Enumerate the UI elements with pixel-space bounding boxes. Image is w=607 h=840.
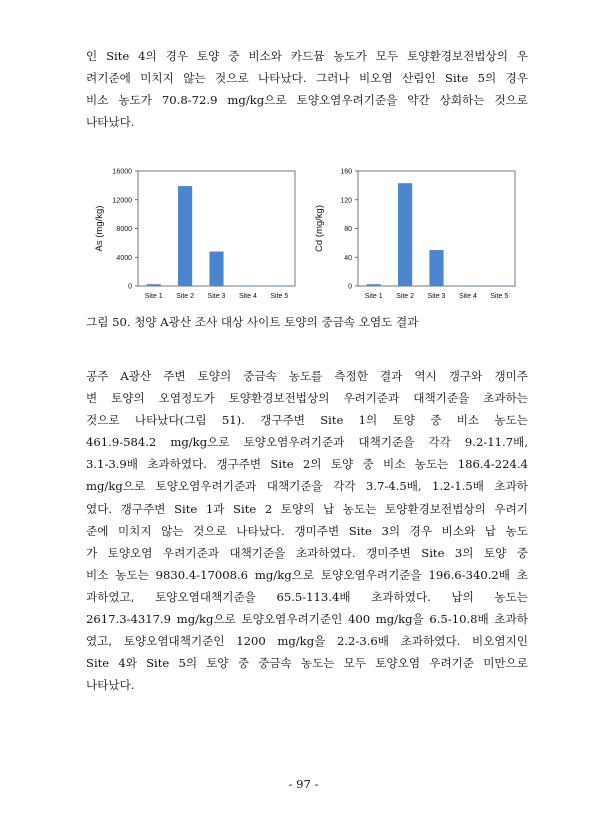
text-line: 공주 A광산 주변 토양의 중금속 농도를 측정한 결과 역시 갱구와 갱미주 [86, 369, 528, 383]
bar [241, 286, 255, 287]
as-bar-chart [80, 160, 300, 310]
text-line: 비소 농도가 70.8-72.9 mg/kg으로 토양오염우려기준을 약간 상회하는 것으로 [86, 93, 528, 108]
text-line: 준에 미치지 않는 것으로 나타났다. 갱미주변 Site 3의 경우 비소와 납 농도 [86, 523, 528, 538]
bar [209, 252, 223, 287]
y-tick-label: 80 [344, 226, 352, 233]
x-tick-label: Site 4 [458, 293, 477, 300]
cd-bar-chart [300, 160, 520, 310]
text-line: 려기준에 미치지 않는 것으로 나타났다. 그러나 비오염 산림인 Site 5의 경우 [86, 71, 528, 86]
text-line: 461.9-584.2 mg/kg으로 토양오염우려기준과 대책기준을 각각 9.2-11.7배, [86, 435, 528, 450]
text-line: 나타났다. [86, 678, 135, 693]
y-tick-label: 0 [128, 283, 132, 291]
text-line: 3.1-3.9배 초과하였다. 갱구주변 Site 2의 토양 중 비소 농도는 186.4-224.4 [86, 457, 528, 472]
paragraph-2 [86, 365, 528, 696]
y-axis-title: Cd (mg/kg) [314, 205, 325, 252]
x-tick-label: Site 1 [364, 293, 383, 300]
bar [398, 183, 412, 286]
paragraph-1 [86, 45, 528, 133]
page-number: - 97 - [288, 777, 319, 791]
text-line: 인 Site 4의 경우 토양 중 비소와 카드뮴 농도가 모두 토양환경보전법상의 우 [86, 49, 528, 63]
text-line: 과하였고, 토양오염대책기준을 65.5-113.4배 초과하였다. 납의 농도는 [86, 589, 528, 604]
bar [461, 286, 475, 287]
text-line: 변 토양의 오염정도가 토양환경보전법상의 우려기준과 대책기준을 초과하는 [86, 391, 528, 406]
text-line: mg/kg으로 토양오염우려기준과 대책기준을 각각 3.7-4.5배, 1.2-1.5배 초과하 [86, 479, 528, 494]
bar [492, 286, 506, 287]
y-tick-label: 12000 [112, 197, 132, 205]
text-line: 였다. 갱구주변 Site 1과 Site 2 토양의 납 농도는 토양환경보전법상의 우려기 [86, 501, 528, 516]
y-tick-label: 120 [340, 197, 352, 205]
y-tick-label: 16000 [112, 168, 132, 176]
text-line: 가 토양오염 우려기준과 대책기준을 초과하였다. 갱미주변 Site 3의 토양 중 [86, 545, 528, 560]
figure-caption: 그림 50. 청양 A광산 조사 대상 사이트 토양의 중금속 오염도 결과 [86, 315, 419, 329]
y-tick-label: 8000 [116, 226, 132, 233]
y-axis-title: As (mg/kg) [94, 205, 105, 252]
bar [429, 250, 443, 286]
x-tick-label: Site 4 [238, 293, 257, 300]
bar [272, 286, 286, 287]
x-tick-label: Site 2 [176, 293, 195, 300]
text-line: 나타났다. [86, 115, 135, 130]
x-tick-label: Site 2 [396, 293, 415, 300]
y-tick-label: 160 [340, 168, 352, 176]
x-tick-label: Site 3 [427, 293, 446, 300]
y-tick-label: 4000 [116, 254, 132, 262]
x-tick-label: Site 5 [490, 293, 509, 300]
bar [367, 284, 381, 286]
y-tick-label: 40 [344, 254, 352, 262]
text-line: 비소 농도는 9830.4-17008.6 mg/kg으로 토양오염우려기준을 196.6-340.2배 초 [86, 567, 528, 582]
text-line: Site 4와 Site 5의 토양 중 중금속 농도는 모두 토양오염 우려기준 미만으로 [86, 656, 528, 671]
text-line: 것으로 나타났다(그림 51). 갱구주변 Site 1의 토양 중 비소 농도는 [86, 413, 528, 428]
x-tick-label: Site 5 [270, 293, 289, 300]
y-tick-label: 0 [348, 283, 352, 291]
text-line: 였고, 토양오염대책기준인 1200 mg/kg을 2.2-3.6배 초과하였다. 비오염지인 [86, 634, 528, 649]
bar [178, 186, 192, 286]
x-tick-label: Site 3 [207, 293, 226, 300]
x-tick-label: Site 1 [144, 293, 163, 300]
figure-50 [80, 160, 540, 310]
text-line: 2617.3-4317.9 mg/kg으로 토양오염우려기준인 400 mg/kg을 6.5-10.8배 초과하 [86, 612, 528, 627]
bar [147, 284, 161, 286]
